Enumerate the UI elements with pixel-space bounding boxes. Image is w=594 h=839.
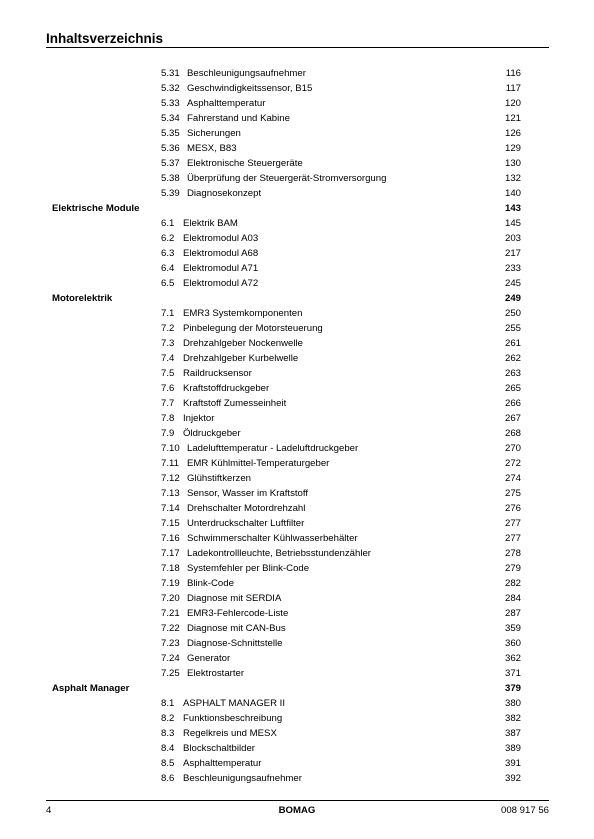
toc-entry-title: Funktionsbeschreibung: [183, 713, 283, 724]
toc-entry-title: Diagnose mit SERDIA: [187, 593, 282, 604]
toc-entry-number: 7.10: [161, 443, 180, 454]
toc-entry-number: 6.4: [161, 263, 175, 274]
toc-entry[interactable]: [0, 66, 594, 81]
footer-brand: BOMAG: [278, 805, 316, 816]
toc-entry-title: Beschleunigungsaufnehmer: [183, 773, 302, 784]
toc-section-title: Motorelektrik: [52, 293, 113, 304]
toc-entry-number: 8.4: [161, 743, 175, 754]
footer-page-number: 4: [46, 805, 52, 816]
toc-entry-page: 362: [504, 653, 521, 664]
toc-entry-number: 7.6: [161, 383, 175, 394]
toc-entry-title: Beschleunigungsaufnehmer: [187, 68, 306, 79]
toc-entry-number: 7.24: [161, 653, 180, 664]
toc-entry-title: Blockschaltbilder: [183, 743, 255, 754]
toc-entry-number: 8.5: [161, 758, 175, 769]
toc-entry-page: 391: [504, 758, 521, 769]
toc-section[interactable]: [0, 201, 594, 216]
toc-entry[interactable]: [0, 441, 594, 456]
toc-entry-title: Sensor, Wasser im Kraftstoff: [187, 488, 309, 499]
page-title: Inhaltsverzeichnis: [46, 31, 164, 46]
toc-section[interactable]: [0, 681, 594, 696]
toc-entry-page: 392: [504, 773, 521, 784]
toc-entry-number: 7.22: [161, 623, 180, 634]
toc-entry-number: 8.1: [161, 698, 175, 709]
toc-entry-number: 7.16: [161, 533, 180, 544]
toc-entry[interactable]: [0, 771, 594, 786]
toc-entry-title: EMR3 Systemkomponenten: [183, 308, 303, 319]
toc-entry-page: 117: [505, 83, 521, 94]
table-of-contents: [0, 66, 594, 786]
toc-entry-title: MESX, B83: [187, 143, 237, 154]
toc-entry[interactable]: [0, 591, 594, 606]
toc-entry-page: 267: [504, 413, 521, 424]
toc-entry-number: 5.36: [161, 143, 180, 154]
toc-entry-number: 6.5: [161, 278, 175, 289]
toc-entry[interactable]: [0, 531, 594, 546]
toc-entry-title: Öldruckgeber: [183, 428, 241, 439]
toc-entry-page: 203: [504, 233, 521, 244]
toc-entry-title: Elektrostarter: [187, 668, 245, 679]
toc-entry-number: 6.2: [161, 233, 175, 244]
toc-entry-title: Raildrucksensor: [183, 368, 252, 379]
toc-entry-title: Ladelufttemperatur - Ladeluftdruckgeber: [187, 443, 359, 454]
toc-entry[interactable]: [0, 606, 594, 621]
toc-entry-title: Kraftstoffdruckgeber: [183, 383, 270, 394]
toc-entry-page: 129: [504, 143, 521, 154]
toc-entry-title: Asphalttemperatur: [187, 98, 266, 109]
toc-entry-page: 389: [504, 743, 521, 754]
toc-entry-page: 287: [504, 608, 521, 619]
toc-entry-number: 7.17: [161, 548, 180, 559]
toc-entry-title: Elektronische Steuergeräte: [187, 158, 303, 169]
toc-entry[interactable]: [0, 261, 594, 276]
toc-entry-page: 277: [504, 533, 521, 544]
toc-entry-title: Kraftstoff Zumesseinheit: [183, 398, 287, 409]
toc-entry-number: 7.11: [161, 458, 179, 469]
toc-entry[interactable]: [0, 396, 594, 411]
toc-entry-page: 359: [504, 623, 521, 634]
toc-entry-page: 233: [504, 263, 521, 274]
toc-entry-title: EMR Kühlmittel-Temperaturgeber: [187, 458, 330, 469]
toc-entry-number: 7.8: [161, 413, 175, 424]
toc-entry[interactable]: [0, 366, 594, 381]
toc-entry-title: Drehzahlgeber Nockenwelle: [183, 338, 303, 349]
toc-entry[interactable]: [0, 696, 594, 711]
toc-entry-page: 276: [504, 503, 521, 514]
toc-entry-title: Sicherungen: [187, 128, 241, 139]
toc-entry-title: Drehzahlgeber Kurbelwelle: [183, 353, 299, 364]
toc-section-page: 143: [504, 203, 521, 214]
toc-entry-page: 263: [504, 368, 521, 379]
toc-entry-title: Systemfehler per Blink-Code: [187, 563, 310, 574]
toc-entry-title: Asphalttemperatur: [183, 758, 262, 769]
toc-entry[interactable]: [0, 426, 594, 441]
toc-entry[interactable]: [0, 96, 594, 111]
toc-entry[interactable]: [0, 411, 594, 426]
toc-entry-page: 250: [504, 308, 521, 319]
toc-entry-number: 5.37: [161, 158, 180, 169]
toc-entry-title: Elektrik BAM: [183, 218, 238, 229]
toc-entry-number: 7.19: [161, 578, 180, 589]
toc-entry-title: Glühstiftkerzen: [187, 473, 251, 484]
toc-entry-page: 120: [504, 98, 521, 109]
toc-entry[interactable]: [0, 621, 594, 636]
toc-entry[interactable]: [0, 171, 594, 186]
toc-entry[interactable]: [0, 306, 594, 321]
toc-entry-title: Diagnose-Schnittstelle: [187, 638, 283, 649]
toc-entry-number: 5.32: [161, 83, 180, 94]
toc-entry-title: Diagnose mit CAN-Bus: [187, 623, 286, 634]
toc-entry-title: Pinbelegung der Motorsteuerung: [183, 323, 323, 334]
toc-entry-page: 274: [504, 473, 521, 484]
toc-entry-page: 245: [504, 278, 521, 289]
toc-section[interactable]: [0, 291, 594, 306]
toc-entry-number: 5.35: [161, 128, 180, 139]
toc-entry-title: Überprüfung der Steuergerät-Stromversorgung: [187, 173, 387, 184]
toc-entry-page: 255: [504, 323, 521, 334]
toc-entry[interactable]: [0, 561, 594, 576]
footer-doc-number: 008 917 56: [500, 805, 549, 816]
toc-entry[interactable]: [0, 651, 594, 666]
toc-entry-number: 7.3: [161, 338, 175, 349]
toc-entry-page: 130: [504, 158, 521, 169]
toc-entry-page: 282: [504, 578, 521, 589]
toc-entry-title: Elektromodul A71: [183, 263, 259, 274]
footer-rule: [46, 800, 549, 801]
toc-entry-number: 7.14: [161, 503, 180, 514]
toc-entry[interactable]: [0, 456, 594, 471]
toc-entry-number: 5.38: [161, 173, 180, 184]
toc-entry-number: 7.20: [161, 593, 180, 604]
toc-entry[interactable]: [0, 231, 594, 246]
toc-entry-page: 261: [504, 338, 521, 349]
toc-entry-title: Generator: [187, 653, 231, 664]
toc-entry-page: 382: [504, 713, 521, 724]
toc-entry-number: 7.1: [161, 308, 175, 319]
toc-entry[interactable]: [0, 666, 594, 681]
toc-entry-number: 7.5: [161, 368, 175, 379]
toc-entry-page: 145: [504, 218, 521, 229]
toc-entry[interactable]: [0, 576, 594, 591]
toc-entry[interactable]: [0, 81, 594, 96]
toc-entry[interactable]: [0, 756, 594, 771]
toc-entry[interactable]: [0, 276, 594, 291]
toc-entry-number: 7.4: [161, 353, 175, 364]
toc-entry[interactable]: [0, 126, 594, 141]
toc-entry-title: Ladekontrollleuchte, Betriebsstundenzähler: [187, 548, 372, 559]
toc-entry-number: 5.39: [161, 188, 180, 199]
toc-entry-page: 387: [504, 728, 521, 739]
toc-entry-page: 279: [504, 563, 521, 574]
toc-entry[interactable]: [0, 546, 594, 561]
toc-entry-number: 6.1: [161, 218, 175, 229]
toc-entry-title: Geschwindigkeitssensor, B15: [187, 83, 313, 94]
toc-entry-number: 7.7: [161, 398, 175, 409]
toc-entry[interactable]: [0, 501, 594, 516]
toc-entry-title: Diagnosekonzept: [187, 188, 262, 199]
toc-entry-title: Drehschalter Motordrehzahl: [187, 503, 306, 514]
toc-entry-page: 278: [504, 548, 521, 559]
toc-entry-page: 132: [504, 173, 521, 184]
toc-entry[interactable]: [0, 711, 594, 726]
toc-entry-title: Elektromodul A68: [183, 248, 259, 259]
toc-section-page: 379: [504, 683, 521, 694]
toc-entry[interactable]: [0, 471, 594, 486]
toc-entry[interactable]: [0, 246, 594, 261]
toc-entry[interactable]: [0, 186, 594, 201]
toc-entry-number: 8.2: [161, 713, 175, 724]
toc-entry[interactable]: [0, 636, 594, 651]
toc-section-page: 249: [504, 293, 521, 304]
toc-entry-page: 277: [504, 518, 521, 529]
toc-entry-page: 360: [504, 638, 521, 649]
toc-entry-title: EMR3-Fehlercode-Liste: [187, 608, 289, 619]
toc-entry-number: 7.9: [161, 428, 175, 439]
toc-entry-number: 7.23: [161, 638, 180, 649]
toc-entry-number: 7.13: [161, 488, 180, 499]
toc-entry-number: 5.31: [161, 68, 180, 79]
toc-entry-page: 275: [504, 488, 521, 499]
toc-entry[interactable]: [0, 321, 594, 336]
toc-entry-title: Elektromodul A72: [183, 278, 259, 289]
toc-entry-title: Elektromodul A03: [183, 233, 259, 244]
toc-entry[interactable]: [0, 516, 594, 531]
toc-entry[interactable]: [0, 741, 594, 756]
toc-entry-page: 266: [504, 398, 521, 409]
toc-entry-page: 270: [504, 443, 521, 454]
toc-entry-page: 265: [504, 383, 521, 394]
header-rule: [46, 47, 549, 48]
toc-entry-number: 7.25: [161, 668, 180, 679]
toc-entry-page: 116: [505, 68, 521, 79]
toc-entry-title: ASPHALT MANAGER II: [183, 698, 286, 709]
toc-entry-page: 262: [504, 353, 521, 364]
toc-entry-title: Blink-Code: [187, 578, 234, 589]
toc-entry[interactable]: [0, 726, 594, 741]
toc-entry[interactable]: [0, 216, 594, 231]
toc-entry-page: 217: [504, 248, 521, 259]
toc-entry-page: 121: [504, 113, 521, 124]
toc-entry[interactable]: [0, 486, 594, 501]
toc-entry-number: 8.3: [161, 728, 175, 739]
toc-section-title: Elektrische Module: [52, 203, 140, 214]
toc-entry-page: 284: [504, 593, 521, 604]
toc-entry[interactable]: [0, 111, 594, 126]
toc-entry[interactable]: [0, 156, 594, 171]
toc-entry-title: Injektor: [183, 413, 215, 424]
toc-entry[interactable]: [0, 381, 594, 396]
toc-entry-number: 8.6: [161, 773, 175, 784]
toc-entry-title: Unterdruckschalter Luftfilter: [187, 518, 305, 529]
toc-entry-title: Fahrerstand und Kabine: [187, 113, 290, 124]
toc-entry-page: 126: [504, 128, 521, 139]
toc-entry[interactable]: [0, 351, 594, 366]
toc-entry-number: 7.15: [161, 518, 180, 529]
toc-entry[interactable]: [0, 336, 594, 351]
toc-entry-page: 380: [504, 698, 521, 709]
toc-entry-number: 7.21: [161, 608, 180, 619]
toc-entry-number: 7.18: [161, 563, 180, 574]
toc-entry-page: 371: [504, 668, 521, 679]
toc-entry-number: 7.12: [161, 473, 180, 484]
toc-entry-title: Regelkreis und MESX: [183, 728, 277, 739]
toc-entry-page: 140: [504, 188, 521, 199]
toc-section-title: Asphalt Manager: [52, 683, 130, 694]
toc-entry-title: Schwimmerschalter Kühlwasserbehälter: [187, 533, 358, 544]
toc-entry-number: 5.34: [161, 113, 180, 124]
toc-entry-number: 5.33: [161, 98, 180, 109]
toc-entry[interactable]: [0, 141, 594, 156]
toc-entry-number: 6.3: [161, 248, 175, 259]
toc-entry-page: 272: [504, 458, 521, 469]
toc-entry-page: 268: [504, 428, 521, 439]
toc-entry-number: 7.2: [161, 323, 175, 334]
